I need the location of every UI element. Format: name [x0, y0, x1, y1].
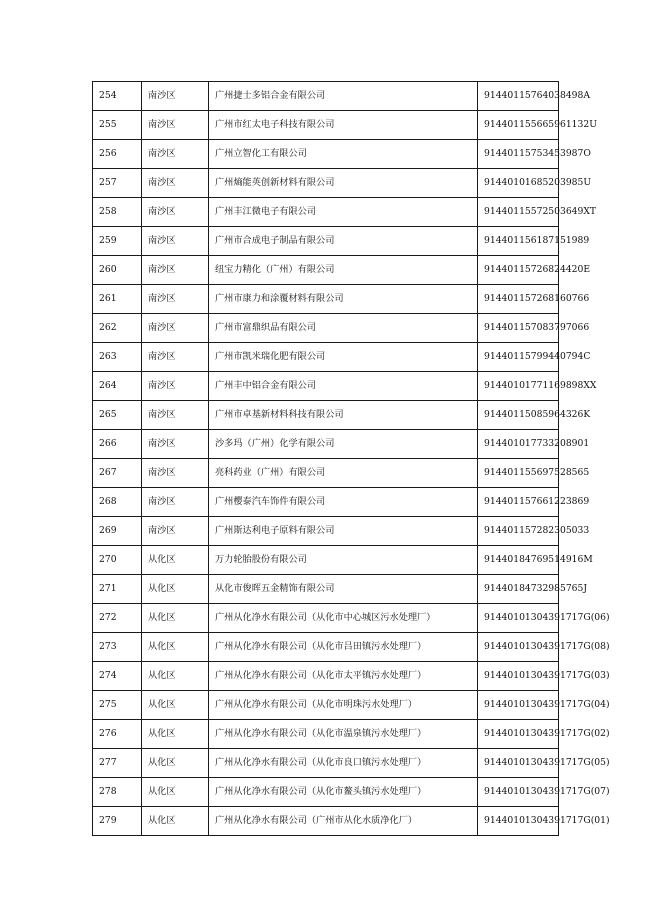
credit-code-cell: 914401157282305033: [478, 517, 559, 546]
row-number-cell: 263: [93, 343, 142, 372]
row-number-cell: 273: [93, 633, 142, 662]
company-name-cell: 广州从化净水有限公司（从化市温泉镇污水处理厂）: [209, 720, 478, 749]
row-number-cell: 279: [93, 807, 142, 836]
credit-code-cell: 91440115764038498A: [478, 82, 559, 111]
company-name-cell: 广州樱泰汽车饰件有限公司: [209, 488, 478, 517]
row-number-cell: 255: [93, 111, 142, 140]
table-row: [93, 169, 559, 198]
row-number-cell: 258: [93, 198, 142, 227]
district-cell: 南沙区: [142, 314, 209, 343]
credit-code-cell: 91440115726824420E: [478, 256, 559, 285]
credit-code-cell: 914401155665961132U: [478, 111, 559, 140]
credit-code-cell: 91440115572503649XT: [478, 198, 559, 227]
company-name-cell: 广州从化净水有限公司（从化市良口镇污水处理厂）: [209, 749, 478, 778]
credit-code-cell: 91440184732985765J: [478, 575, 559, 604]
credit-code-cell: 91440115799440794C: [478, 343, 559, 372]
company-name-cell: 万力轮胎股份有限公司: [209, 546, 478, 575]
table-row: [93, 807, 559, 836]
row-number-cell: 254: [93, 82, 142, 111]
table-row: [93, 401, 559, 430]
credit-code-cell: 91440101304391717G(03): [478, 662, 559, 691]
table-row: [93, 691, 559, 720]
district-cell: 南沙区: [142, 459, 209, 488]
table-row: [93, 111, 559, 140]
table-row: [93, 546, 559, 575]
company-name-cell: 广州斯达利电子原料有限公司: [209, 517, 478, 546]
company-name-cell: 广州熵能英创新材料有限公司: [209, 169, 478, 198]
table-row: [93, 633, 559, 662]
company-name-cell: 广州丰中铝合金有限公司: [209, 372, 478, 401]
credit-code-cell: 91440101304391717G(07): [478, 778, 559, 807]
district-cell: 南沙区: [142, 256, 209, 285]
company-name-cell: 亮科药业（广州）有限公司: [209, 459, 478, 488]
table-row: [93, 459, 559, 488]
company-name-cell: 广州丰江微电子有限公司: [209, 198, 478, 227]
company-name-cell: 广州市富鼎织品有限公司: [209, 314, 478, 343]
company-name-cell: 广州从化净水有限公司（从化市明珠污水处理厂）: [209, 691, 478, 720]
district-cell: 南沙区: [142, 517, 209, 546]
district-cell: 南沙区: [142, 227, 209, 256]
credit-code-cell: 91440101304391717G(08): [478, 633, 559, 662]
credit-code-cell: 914401157268160766: [478, 285, 559, 314]
credit-code-cell: 914401157661223869: [478, 488, 559, 517]
district-cell: 南沙区: [142, 169, 209, 198]
company-name-cell: 广州市卓基新材料科技有限公司: [209, 401, 478, 430]
credit-code-cell: 91440101685203985U: [478, 169, 559, 198]
district-cell: 从化区: [142, 633, 209, 662]
table-row: [93, 372, 559, 401]
table-row: [93, 720, 559, 749]
table-row: [93, 517, 559, 546]
row-number-cell: 270: [93, 546, 142, 575]
row-number-cell: 259: [93, 227, 142, 256]
district-cell: 从化区: [142, 778, 209, 807]
district-cell: 从化区: [142, 807, 209, 836]
credit-code-cell: 914401156187151989: [478, 227, 559, 256]
company-name-cell: 从化市俊晖五金精饰有限公司: [209, 575, 478, 604]
company-name-cell: 广州从化净水有限公司（从化市太平镇污水处理厂）: [209, 662, 478, 691]
row-number-cell: 276: [93, 720, 142, 749]
table-row: [93, 604, 559, 633]
row-number-cell: 261: [93, 285, 142, 314]
table-row: [93, 430, 559, 459]
row-number-cell: 265: [93, 401, 142, 430]
company-name-cell: 广州从化净水有限公司（广州市从化水质净化厂）: [209, 807, 478, 836]
district-cell: 南沙区: [142, 285, 209, 314]
row-number-cell: 257: [93, 169, 142, 198]
district-cell: 南沙区: [142, 111, 209, 140]
row-number-cell: 262: [93, 314, 142, 343]
table-row: [93, 256, 559, 285]
company-name-cell: 广州立智化工有限公司: [209, 140, 478, 169]
district-cell: 南沙区: [142, 140, 209, 169]
credit-code-cell: 914401157083797066: [478, 314, 559, 343]
table-row: [93, 488, 559, 517]
row-number-cell: 260: [93, 256, 142, 285]
credit-code-cell: 91440101771169898XX: [478, 372, 559, 401]
district-cell: 从化区: [142, 604, 209, 633]
row-number-cell: 272: [93, 604, 142, 633]
district-cell: 南沙区: [142, 401, 209, 430]
table-row: [93, 82, 559, 111]
company-name-cell: 广州市凯米瑞化肥有限公司: [209, 343, 478, 372]
row-number-cell: 271: [93, 575, 142, 604]
district-cell: 从化区: [142, 546, 209, 575]
company-name-cell: 广州从化净水有限公司（从化市吕田镇污水处理厂）: [209, 633, 478, 662]
credit-code-cell: 91440101304391717G(01): [478, 807, 559, 836]
table-row: [93, 285, 559, 314]
district-cell: 南沙区: [142, 198, 209, 227]
district-cell: 南沙区: [142, 372, 209, 401]
company-name-cell: 广州从化净水有限公司（从化市鳌头镇污水处理厂）: [209, 778, 478, 807]
credit-code-cell: 91440101304391717G(05): [478, 749, 559, 778]
row-number-cell: 266: [93, 430, 142, 459]
credit-code-cell: 914401017733208901: [478, 430, 559, 459]
company-name-cell: 广州市红太电子科技有限公司: [209, 111, 478, 140]
company-name-cell: 广州捷士多铝合金有限公司: [209, 82, 478, 111]
company-name-cell: 广州从化净水有限公司（从化市中心城区污水处理厂）: [209, 604, 478, 633]
credit-code-cell: 91440184769514916M: [478, 546, 559, 575]
row-number-cell: 269: [93, 517, 142, 546]
row-number-cell: 264: [93, 372, 142, 401]
table-row: [93, 575, 559, 604]
company-name-cell: 沙多玛（广州）化学有限公司: [209, 430, 478, 459]
district-cell: 从化区: [142, 749, 209, 778]
table-row: [93, 778, 559, 807]
credit-code-cell: 91440115085964326K: [478, 401, 559, 430]
district-cell: 从化区: [142, 575, 209, 604]
district-cell: 从化区: [142, 691, 209, 720]
row-number-cell: 275: [93, 691, 142, 720]
row-number-cell: 256: [93, 140, 142, 169]
district-cell: 南沙区: [142, 82, 209, 111]
row-number-cell: 267: [93, 459, 142, 488]
district-cell: 从化区: [142, 720, 209, 749]
table-row: [93, 662, 559, 691]
company-name-cell: 纽宝力精化（广州）有限公司: [209, 256, 478, 285]
row-number-cell: 278: [93, 778, 142, 807]
row-number-cell: 274: [93, 662, 142, 691]
credit-code-cell: 914401155697528565: [478, 459, 559, 488]
table-row: [93, 749, 559, 778]
company-name-cell: 广州市康力和涂覆材料有限公司: [209, 285, 478, 314]
row-number-cell: 277: [93, 749, 142, 778]
district-cell: 南沙区: [142, 343, 209, 372]
company-name-cell: 广州市合成电子制品有限公司: [209, 227, 478, 256]
credit-code-cell: 91440115753453987O: [478, 140, 559, 169]
table-row: [93, 343, 559, 372]
table-row: [93, 314, 559, 343]
table-row: [93, 227, 559, 256]
registry-table-body: [93, 82, 610, 836]
credit-code-cell: 91440101304391717G(02): [478, 720, 559, 749]
district-cell: 从化区: [142, 662, 209, 691]
district-cell: 南沙区: [142, 488, 209, 517]
credit-code-cell: 91440101304391717G(04): [478, 691, 559, 720]
table-row: [93, 140, 559, 169]
table-row: [93, 198, 559, 227]
credit-code-cell: 91440101304391717G(06): [478, 604, 559, 633]
row-number-cell: 268: [93, 488, 142, 517]
district-cell: 南沙区: [142, 430, 209, 459]
company-registry-table: [92, 81, 610, 836]
